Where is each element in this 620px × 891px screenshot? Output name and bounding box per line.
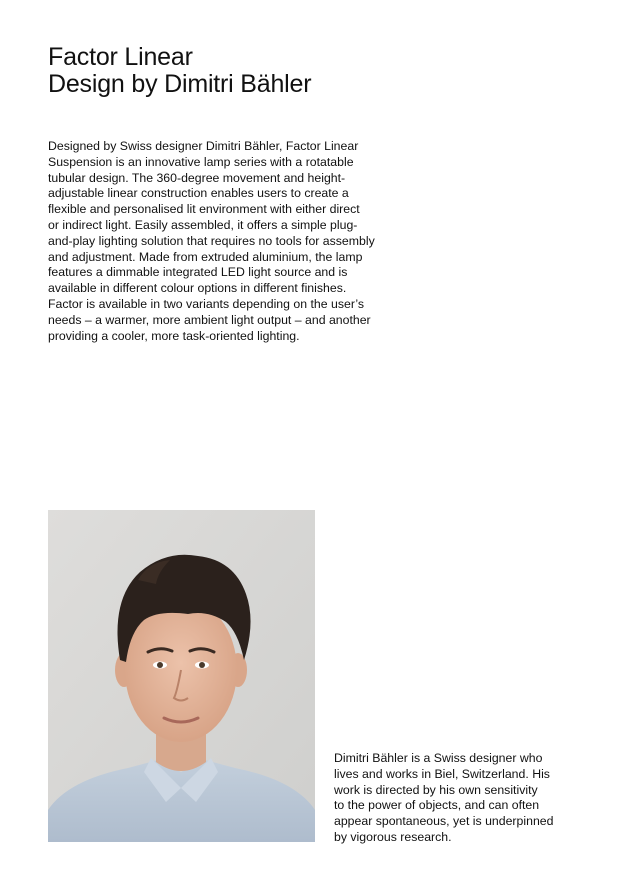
description-line: Factor is available in two variants depending on the user’s [48, 296, 365, 311]
description-line: flexible and personalised lit environment with either direct [48, 202, 360, 217]
description-line: adjustable linear construction enables users to create a [48, 186, 349, 201]
designer-subtitle: Design by Dimitri Bähler [48, 70, 312, 98]
portrait-illustration [48, 510, 315, 842]
designer-bio [334, 751, 574, 846]
product-title: Factor Linear [48, 43, 193, 71]
bio-line: appear spontaneous, yet is underpinned [334, 814, 554, 829]
description-line: Suspension is an innovative lamp series with a rotatable [48, 154, 354, 169]
description-line: and-play lighting solution that requires no tools for assembly [48, 233, 375, 248]
description-line: needs – a warmer, more ambient light output – and another [48, 312, 371, 327]
designer-portrait [48, 510, 315, 842]
description-line: available in different colour options in different finishes. [48, 281, 347, 296]
bio-line: lives and works in Biel, Switzerland. His [334, 766, 550, 781]
bio-line: work is directed by his own sensitivity [334, 782, 538, 797]
bio-line: Dimitri Bähler is a Swiss designer who [334, 751, 543, 765]
description-line: or indirect light. Easily assembled, it offers a simple plug- [48, 217, 358, 232]
description-line: Designed by Swiss designer Dimitri Bähler, Factor Linear [48, 139, 359, 153]
bio-line: by vigorous research. [334, 829, 452, 844]
bio-line: to the power of objects, and can often [334, 798, 540, 813]
description-line: tubular design. The 360-degree movement and height- [48, 170, 346, 185]
product-description [48, 139, 408, 344]
description-line: and adjustment. Made from extruded aluminium, the lamp [48, 249, 363, 264]
description-line: providing a cooler, more task-oriented lighting. [48, 328, 300, 343]
page-title [48, 44, 588, 98]
description-line: features a dimmable integrated LED light source and is [48, 265, 348, 280]
